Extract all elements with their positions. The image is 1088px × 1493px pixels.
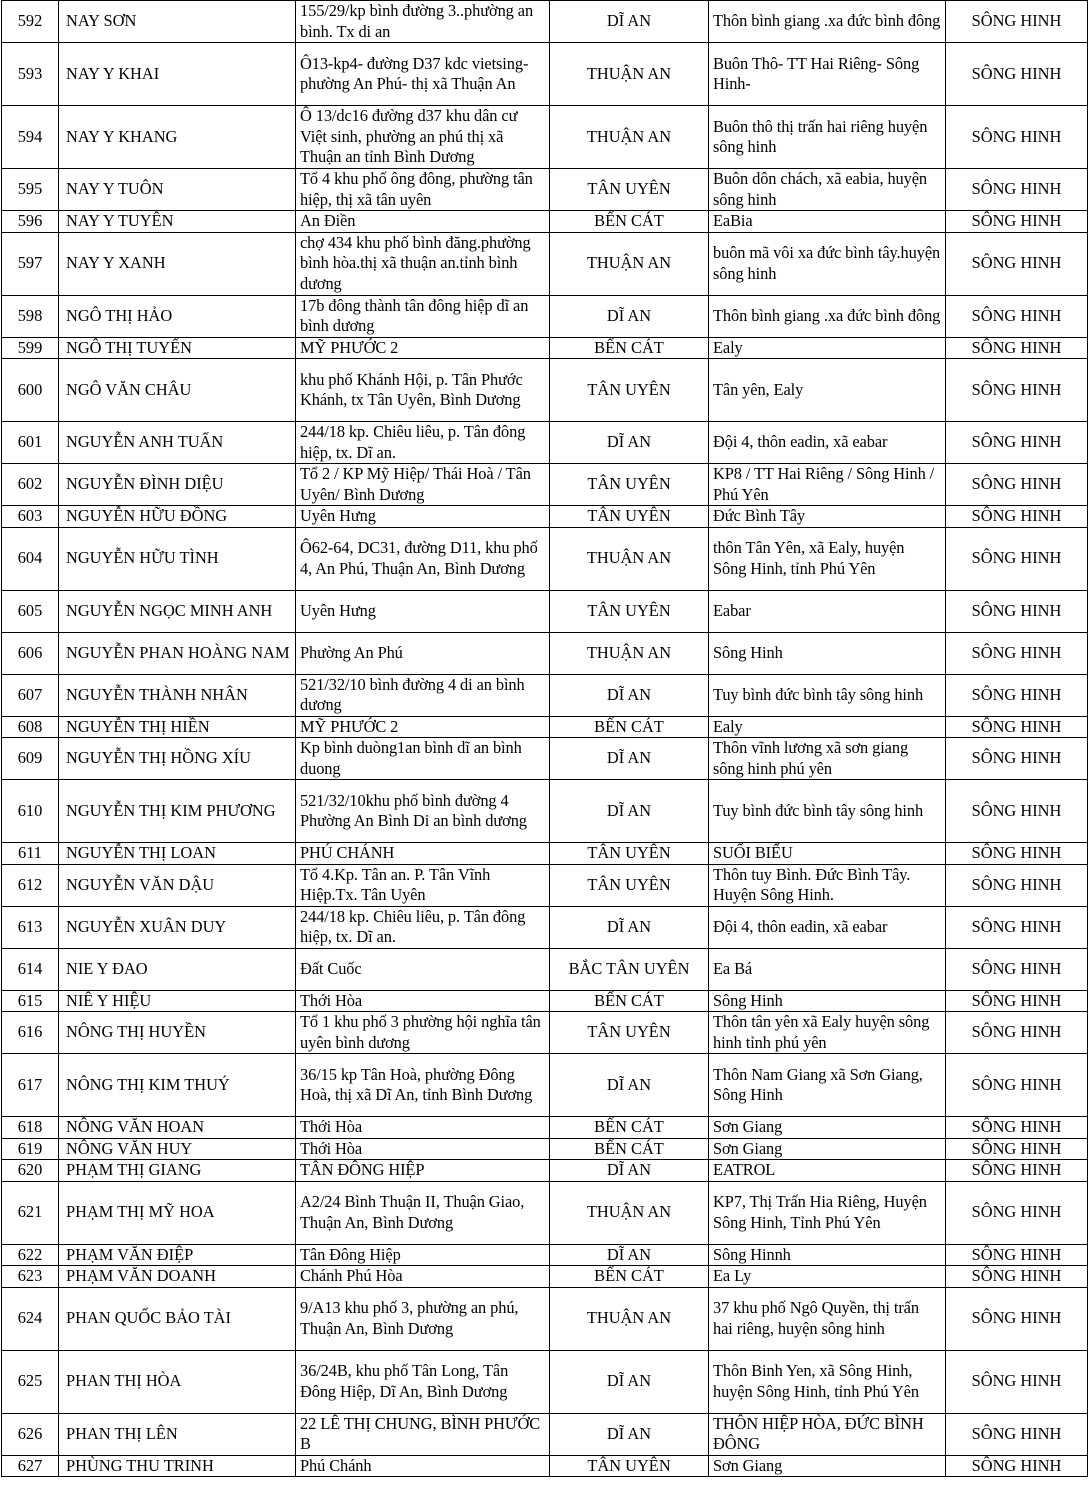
table-row [2,1266,1088,1288]
cell-hometown-address: Ea Ly [709,1266,946,1288]
cell-full-name: NAY Y XANH [59,232,296,295]
cell-current-address: 22 LÊ THỊ CHUNG, BÌNH PHƯỚC B [296,1413,550,1455]
cell-row-number: 605 [2,590,59,632]
cell-home-district: SÔNG HINH [946,1455,1088,1477]
cell-district: DĨ AN [550,738,709,780]
cell-full-name: NGÔ VĂN CHÂU [59,359,296,422]
cell-row-number: 613 [2,906,59,948]
cell-home-district: SÔNG HINH [946,169,1088,211]
table-row [2,948,1088,990]
cell-home-district: SÔNG HINH [946,1054,1088,1117]
cell-current-address: Tổ 1 khu phố 3 phường hội nghĩa tân uyên bình dương [296,1012,550,1054]
cell-current-address: Tổ 2 / KP Mỹ Hiệp/ Thái Hoà / Tân Uyên/ Bình Dương [296,464,550,506]
table-row [2,106,1088,169]
cell-full-name: NGUYỄN ANH TUẤN [59,422,296,464]
cell-row-number: 608 [2,716,59,738]
cell-current-address: 244/18 kp. Chiêu liêu, p. Tân đông hiệp, tx. Dĩ an. [296,906,550,948]
cell-full-name: NÔNG THỊ HUYỀN [59,1012,296,1054]
table-row [2,169,1088,211]
cell-home-district: SÔNG HINH [946,359,1088,422]
cell-home-district: SÔNG HINH [946,211,1088,233]
cell-row-number: 596 [2,211,59,233]
cell-full-name: NÔNG VĂN HOAN [59,1117,296,1139]
cell-district: THUẬN AN [550,232,709,295]
cell-district: DĨ AN [550,1244,709,1266]
cell-full-name: NGUYỄN XUÂN DUY [59,906,296,948]
cell-current-address: Thới Hòa [296,1117,550,1139]
cell-row-number: 599 [2,337,59,359]
cell-row-number: 625 [2,1350,59,1413]
cell-home-district: SÔNG HINH [946,43,1088,106]
cell-current-address: Ô13-kp4- đường D37 kdc vietsing- phường An Phú- thị xã Thuận An [296,43,550,106]
cell-hometown-address: Đức Bình Tây [709,506,946,528]
table-row [2,1455,1088,1477]
cell-full-name: NGUYỄN THỊ HIỀN [59,716,296,738]
cell-full-name: NAY Y KHANG [59,106,296,169]
cell-full-name: NAY SƠN [59,1,296,43]
cell-row-number: 598 [2,295,59,337]
cell-hometown-address: Thôn bình giang .xa đức bình đông [709,295,946,337]
roster-table-body [2,1,1088,1477]
cell-home-district: SÔNG HINH [946,906,1088,948]
cell-district: DĨ AN [550,422,709,464]
cell-full-name: PHÙNG THU TRINH [59,1455,296,1477]
cell-current-address: Ô 13/dc16 đường d37 khu dân cư Việt sinh, phường an phú thị xã Thuận an tỉnh Bình Dương [296,106,550,169]
table-row [2,780,1088,843]
cell-full-name: PHẠM THỊ MỸ HOA [59,1181,296,1244]
cell-district: DĨ AN [550,674,709,716]
cell-full-name: NIE Y ĐAO [59,948,296,990]
cell-full-name: NGÔ THỊ TUYẾN [59,337,296,359]
table-row [2,527,1088,590]
cell-district: TÂN UYÊN [550,1455,709,1477]
table-row [2,1287,1088,1350]
cell-row-number: 594 [2,106,59,169]
cell-district: BẾN CÁT [550,716,709,738]
cell-current-address: An Điền [296,211,550,233]
cell-current-address: TÂN ĐÔNG HIỆP [296,1160,550,1182]
cell-hometown-address: Thôn bình giang .xa đức bình đông [709,1,946,43]
cell-full-name: NGÔ THỊ HẢO [59,295,296,337]
cell-hometown-address: Sơn Giang [709,1455,946,1477]
cell-hometown-address: THÔN HIỆP HÒA, ĐỨC BÌNH ĐÔNG [709,1413,946,1455]
table-row [2,359,1088,422]
cell-current-address: Ô62-64, DC31, đường D11, khu phố 4, An Phú, Thuận An, Bình Dương [296,527,550,590]
cell-full-name: NGUYỄN ĐÌNH DIỆU [59,464,296,506]
cell-full-name: PHẠM THỊ GIANG [59,1160,296,1182]
cell-hometown-address: EATROL [709,1160,946,1182]
table-row [2,1350,1088,1413]
cell-row-number: 622 [2,1244,59,1266]
cell-hometown-address: 37 khu phố Ngô Quyền, thị trấn hai riêng, huyện sông hinh [709,1287,946,1350]
cell-current-address: Thới Hòa [296,1138,550,1160]
cell-current-address: 36/15 kp Tân Hoà, phường Đông Hoà, thị xã Dĩ An, tỉnh Bình Dương [296,1054,550,1117]
cell-current-address: 155/29/kp bình đường 3..phường an bình. Tx di an [296,1,550,43]
cell-full-name: NGUYỄN HỮU TÌNH [59,527,296,590]
cell-home-district: SÔNG HINH [946,864,1088,906]
cell-row-number: 604 [2,527,59,590]
cell-hometown-address: Thôn Nam Giang xã Sơn Giang, Sông Hinh [709,1054,946,1117]
cell-home-district: SÔNG HINH [946,990,1088,1012]
cell-district: BẾN CÁT [550,990,709,1012]
cell-home-district: SÔNG HINH [946,337,1088,359]
cell-district: BẾN CÁT [550,1266,709,1288]
cell-full-name: NGUYỄN THÀNH NHÂN [59,674,296,716]
cell-row-number: 618 [2,1117,59,1139]
cell-full-name: NAY Y KHAI [59,43,296,106]
cell-district: TÂN UYÊN [550,359,709,422]
cell-full-name: PHẠM VĂN ĐIỆP [59,1244,296,1266]
cell-home-district: SÔNG HINH [946,527,1088,590]
cell-district: TÂN UYÊN [550,864,709,906]
table-row [2,1117,1088,1139]
cell-district: TÂN UYÊN [550,169,709,211]
table-row [2,232,1088,295]
cell-row-number: 620 [2,1160,59,1182]
cell-row-number: 623 [2,1266,59,1288]
cell-hometown-address: Đội 4, thôn eadin, xã eabar [709,906,946,948]
table-row [2,716,1088,738]
cell-district: TÂN UYÊN [550,843,709,865]
cell-current-address: MỸ PHƯỚC 2 [296,337,550,359]
cell-current-address: 9/A13 khu phố 3, phường an phú, Thuận An, Bình Dương [296,1287,550,1350]
cell-home-district: SÔNG HINH [946,590,1088,632]
table-row [2,295,1088,337]
cell-current-address: 521/32/10khu phố bình đường 4 Phường An Bình Di an bình dương [296,780,550,843]
cell-current-address: Tổ 4.Kp. Tân an. P. Tân Vĩnh Hiệp.Tx. Tân Uyên [296,864,550,906]
table-row [2,906,1088,948]
cell-current-address: Uyên Hưng [296,506,550,528]
cell-current-address: Phú Chánh [296,1455,550,1477]
cell-row-number: 624 [2,1287,59,1350]
table-row [2,337,1088,359]
roster-table [1,0,1088,1477]
cell-current-address: 244/18 kp. Chiêu liêu, p. Tân đông hiệp, tx. Dĩ an. [296,422,550,464]
table-row [2,1054,1088,1117]
cell-district: DĨ AN [550,1350,709,1413]
cell-district: DĨ AN [550,906,709,948]
cell-home-district: SÔNG HINH [946,843,1088,865]
cell-hometown-address: Eabar [709,590,946,632]
cell-district: THUẬN AN [550,527,709,590]
cell-hometown-address: Ea Bá [709,948,946,990]
cell-home-district: SÔNG HINH [946,422,1088,464]
cell-row-number: 621 [2,1181,59,1244]
cell-current-address: chợ 434 khu phố bình đăng.phường bình hòa.thị xã thuận an.tỉnh bình dương [296,232,550,295]
cell-hometown-address: Tuy bình đức bình tây sông hinh [709,674,946,716]
table-row [2,1160,1088,1182]
cell-home-district: SÔNG HINH [946,1117,1088,1139]
cell-home-district: SÔNG HINH [946,1160,1088,1182]
cell-row-number: 619 [2,1138,59,1160]
cell-full-name: NAY Y TUYÊN [59,211,296,233]
cell-home-district: SÔNG HINH [946,106,1088,169]
table-row [2,506,1088,528]
cell-row-number: 616 [2,1012,59,1054]
cell-hometown-address: KP7, Thị Trấn Hia Riêng, Huyện Sông Hinh, Tỉnh Phú Yên [709,1181,946,1244]
cell-hometown-address: EaBia [709,211,946,233]
cell-hometown-address: Thôn Binh Yen, xã Sông Hinh, huyện Sông Hinh, tỉnh Phú Yên [709,1350,946,1413]
cell-hometown-address: Tuy bình đức bình tây sông hinh [709,780,946,843]
cell-home-district: SÔNG HINH [946,1244,1088,1266]
cell-home-district: SÔNG HINH [946,1350,1088,1413]
cell-hometown-address: Buôn thô thị trấn hai riêng huyện sông hinh [709,106,946,169]
cell-full-name: PHAN THỊ HÒA [59,1350,296,1413]
cell-row-number: 610 [2,780,59,843]
cell-home-district: SÔNG HINH [946,780,1088,843]
cell-hometown-address: Sông Hinnh [709,1244,946,1266]
cell-full-name: NAY Y TUÔN [59,169,296,211]
cell-hometown-address: Thôn tuy Bình. Đức Bình Tây. Huyện Sông Hinh. [709,864,946,906]
cell-row-number: 597 [2,232,59,295]
table-row [2,590,1088,632]
cell-home-district: SÔNG HINH [946,1287,1088,1350]
cell-full-name: PHẠM VĂN DOANH [59,1266,296,1288]
table-row [2,990,1088,1012]
cell-row-number: 606 [2,632,59,674]
cell-hometown-address: Tân yên, Ealy [709,359,946,422]
cell-current-address: Đất Cuốc [296,948,550,990]
cell-current-address: PHÚ CHÁNH [296,843,550,865]
cell-hometown-address: Sông Hinh [709,632,946,674]
cell-home-district: SÔNG HINH [946,464,1088,506]
cell-home-district: SÔNG HINH [946,1012,1088,1054]
table-row [2,1244,1088,1266]
cell-current-address: 36/24B, khu phố Tân Long, Tân Đông Hiệp, Dĩ An, Bình Dương [296,1350,550,1413]
cell-district: THUẬN AN [550,1181,709,1244]
cell-hometown-address: Sơn Giang [709,1117,946,1139]
table-row [2,1,1088,43]
cell-home-district: SÔNG HINH [946,1413,1088,1455]
cell-hometown-address: buôn mã vôi xa đức bình tây.huyện sông hinh [709,232,946,295]
cell-home-district: SÔNG HINH [946,1181,1088,1244]
cell-district: BẾN CÁT [550,211,709,233]
cell-district: BẮC TÂN UYÊN [550,948,709,990]
cell-hometown-address: SUỐI BIỂU [709,843,946,865]
cell-row-number: 600 [2,359,59,422]
cell-current-address: Thới Hòa [296,990,550,1012]
cell-district: THUẬN AN [550,632,709,674]
table-row [2,1138,1088,1160]
cell-hometown-address: Đội 4, thôn eadin, xã eabar [709,422,946,464]
cell-home-district: SÔNG HINH [946,632,1088,674]
cell-home-district: SÔNG HINH [946,948,1088,990]
cell-district: THUẬN AN [550,1287,709,1350]
cell-hometown-address: Buôn dôn chách, xã eabia, huyện sông hinh [709,169,946,211]
cell-home-district: SÔNG HINH [946,738,1088,780]
cell-hometown-address: Thôn vĩnh lương xã sơn giang sông hinh phú yên [709,738,946,780]
cell-current-address: Tân Đông Hiệp [296,1244,550,1266]
cell-row-number: 607 [2,674,59,716]
cell-current-address: Kp bình duòng1an bình dĩ an bình duong [296,738,550,780]
cell-district: TÂN UYÊN [550,1012,709,1054]
cell-hometown-address: Sông Hinh [709,990,946,1012]
table-row [2,422,1088,464]
cell-district: DĨ AN [550,1054,709,1117]
cell-district: DĨ AN [550,780,709,843]
cell-row-number: 612 [2,864,59,906]
cell-current-address: MỸ PHƯỚC 2 [296,716,550,738]
cell-district: TÂN UYÊN [550,464,709,506]
cell-current-address: 521/32/10 bình đường 4 di an bình dương [296,674,550,716]
cell-row-number: 602 [2,464,59,506]
cell-full-name: NGUYỄN THỊ KIM PHƯƠNG [59,780,296,843]
cell-row-number: 601 [2,422,59,464]
cell-district: BẾN CÁT [550,1117,709,1139]
table-row [2,43,1088,106]
cell-hometown-address: Buôn Thô- TT Hai Riêng- Sông Hinh- [709,43,946,106]
cell-current-address: 17b đông thành tân đông hiệp dĩ an bình dương [296,295,550,337]
cell-home-district: SÔNG HINH [946,506,1088,528]
cell-hometown-address: Ealy [709,337,946,359]
cell-current-address: Tổ 4 khu phố ông đông, phường tân hiệp, thị xã tân uyên [296,169,550,211]
table-row [2,738,1088,780]
cell-row-number: 595 [2,169,59,211]
cell-home-district: SÔNG HINH [946,674,1088,716]
cell-home-district: SÔNG HINH [946,716,1088,738]
cell-home-district: SÔNG HINH [946,1,1088,43]
cell-full-name: PHAN QUỐC BẢO TÀI [59,1287,296,1350]
cell-district: THUẬN AN [550,106,709,169]
table-row [2,1012,1088,1054]
cell-row-number: 611 [2,843,59,865]
cell-current-address: Uyên Hưng [296,590,550,632]
cell-full-name: NÔNG THỊ KIM THUÝ [59,1054,296,1117]
cell-row-number: 592 [2,1,59,43]
cell-current-address: Chánh Phú Hòa [296,1266,550,1288]
table-row [2,1181,1088,1244]
cell-full-name: NÔNG VĂN HUY [59,1138,296,1160]
cell-hometown-address: KP8 / TT Hai Riêng / Sông Hinh / Phú Yên [709,464,946,506]
table-row [2,464,1088,506]
cell-row-number: 626 [2,1413,59,1455]
cell-row-number: 615 [2,990,59,1012]
table-row [2,843,1088,865]
cell-district: TÂN UYÊN [550,506,709,528]
cell-district: THUẬN AN [550,43,709,106]
cell-full-name: NGUYỄN PHAN HOÀNG NAM [59,632,296,674]
cell-home-district: SÔNG HINH [946,232,1088,295]
cell-district: BẾN CÁT [550,1138,709,1160]
cell-row-number: 609 [2,738,59,780]
cell-row-number: 603 [2,506,59,528]
cell-district: DĨ AN [550,295,709,337]
cell-district: DĨ AN [550,1160,709,1182]
cell-full-name: NIÊ Y HIỆU [59,990,296,1012]
cell-full-name: NGUYỄN VĂN DẬU [59,864,296,906]
table-row [2,864,1088,906]
cell-home-district: SÔNG HINH [946,1138,1088,1160]
cell-row-number: 593 [2,43,59,106]
cell-row-number: 617 [2,1054,59,1117]
cell-full-name: PHAN THỊ LÊN [59,1413,296,1455]
cell-row-number: 627 [2,1455,59,1477]
cell-full-name: NGUYỄN HỮU ĐỒNG [59,506,296,528]
cell-district: BẾN CÁT [550,337,709,359]
table-row [2,211,1088,233]
cell-full-name: NGUYỄN NGỌC MINH ANH [59,590,296,632]
cell-hometown-address: thôn Tân Yên, xã Ealy, huyện Sông Hinh, tỉnh Phú Yên [709,527,946,590]
cell-district: TÂN UYÊN [550,590,709,632]
cell-district: DĨ AN [550,1413,709,1455]
table-row [2,632,1088,674]
cell-hometown-address: Sơn Giang [709,1138,946,1160]
cell-full-name: NGUYỄN THỊ LOAN [59,843,296,865]
cell-current-address: Phường An Phú [296,632,550,674]
cell-hometown-address: Ealy [709,716,946,738]
cell-district: DĨ AN [550,1,709,43]
table-row [2,674,1088,716]
cell-row-number: 614 [2,948,59,990]
table-row [2,1413,1088,1455]
cell-current-address: A2/24 Bình Thuận II, Thuận Giao, Thuận An, Bình Dương [296,1181,550,1244]
cell-current-address: khu phố Khánh Hội, p. Tân Phước Khánh, tx Tân Uyên, Bình Dương [296,359,550,422]
cell-home-district: SÔNG HINH [946,295,1088,337]
cell-hometown-address: Thôn tân yên xã Ealy huyện sông hinh tỉnh phú yên [709,1012,946,1054]
cell-full-name: NGUYỄN THỊ HỒNG XÍU [59,738,296,780]
cell-home-district: SÔNG HINH [946,1266,1088,1288]
